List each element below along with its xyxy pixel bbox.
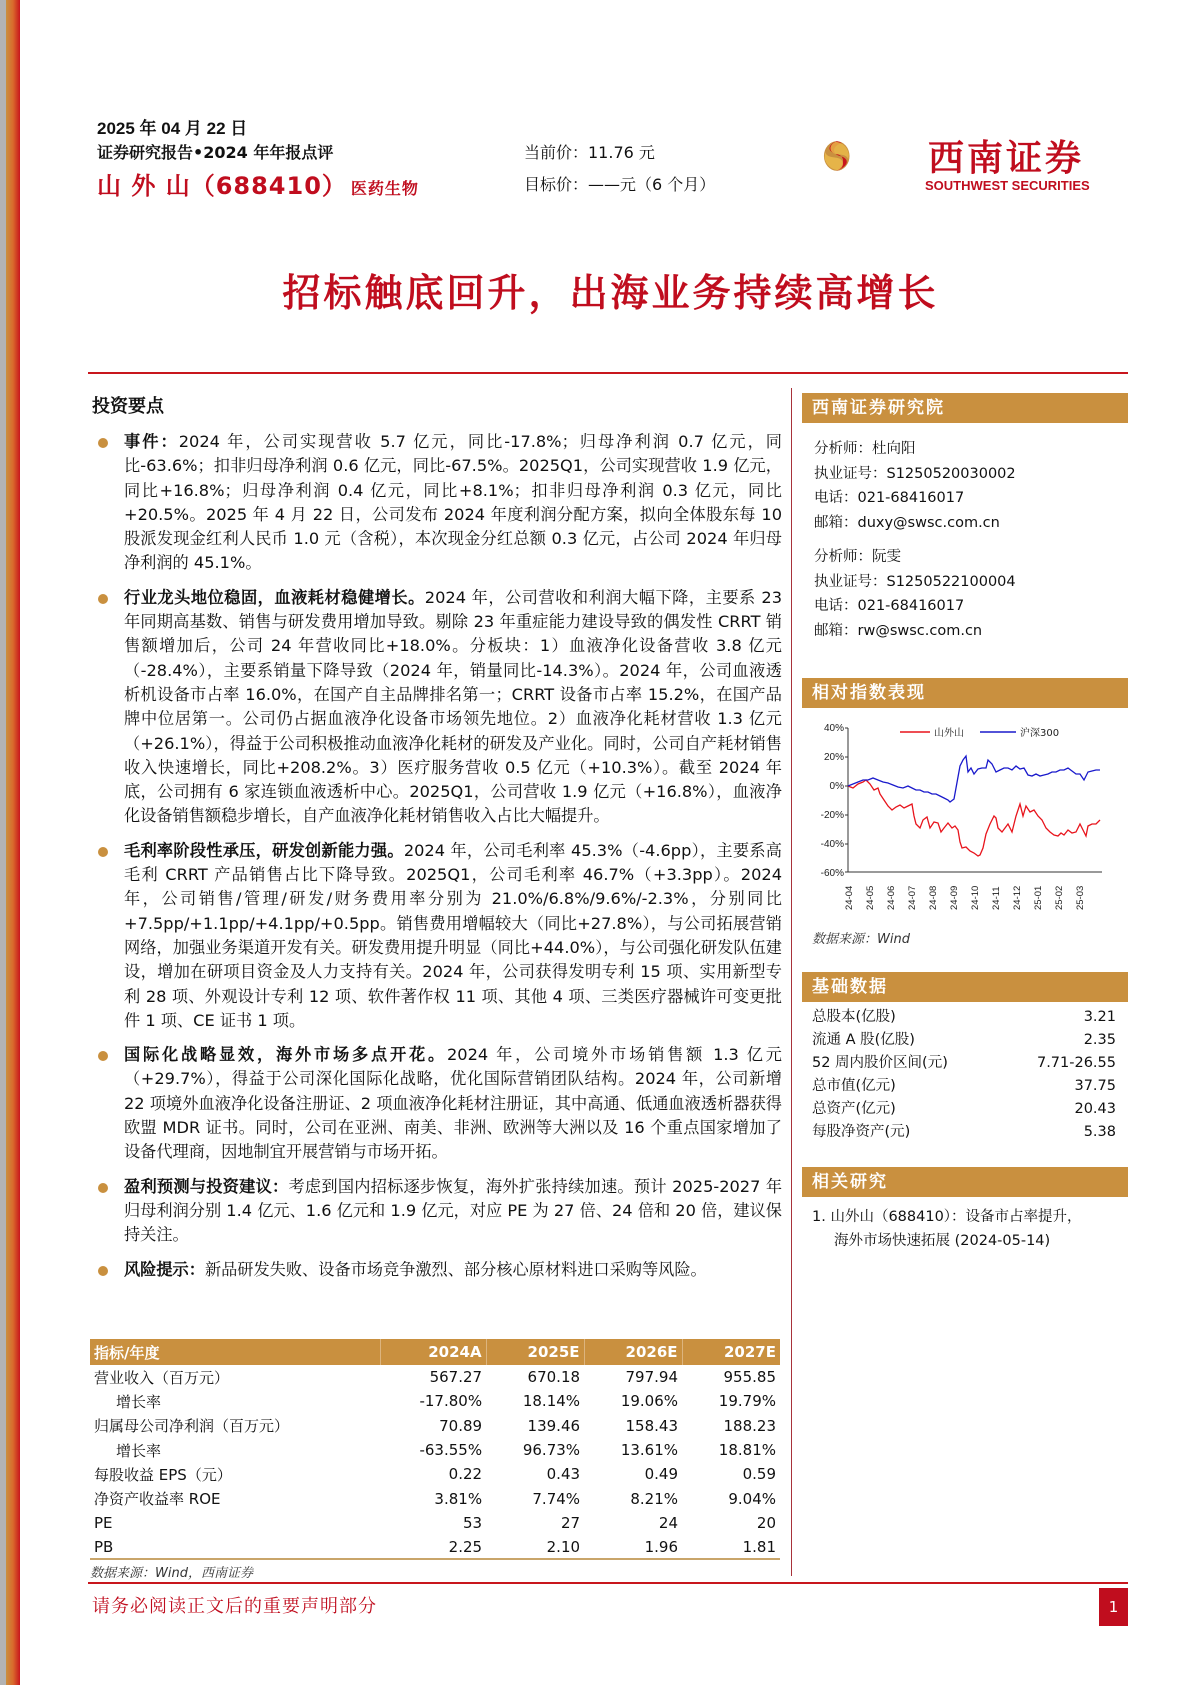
bullet-risk: 风险提示：新品研发失败、设备市场竞争激烈、部分核心原材料进口采购等风险。	[92, 1258, 782, 1282]
analyst-card	[802, 423, 1128, 535]
logo-text-en: SOUTHWEST SECURITIES	[925, 178, 1090, 193]
basic-data-row: 52 周内股价区间(元) 7.71-26.55	[812, 1055, 1116, 1071]
table-row: 增长率 -17.80% 18.14% 19.06% 19.79%	[116, 1392, 776, 1411]
sidebar-index-header	[802, 678, 1128, 708]
basic-data-list	[802, 1002, 1128, 1144]
table-row: 净资产收益率 ROE 3.81% 7.74% 8.21% 9.04%	[94, 1489, 776, 1509]
table-row: PE 53 27 24 20	[94, 1513, 776, 1532]
table-row: 每股收益 EPS（元） 0.22 0.43 0.49 0.59	[94, 1465, 776, 1484]
basic-data-row: 总股本(亿股) 3.21	[812, 1009, 1116, 1025]
analyst-email[interactable]: 邮箱：duxy@swsc.com.cn	[814, 514, 1000, 531]
x-tick: 24-04	[844, 885, 855, 910]
y-tick: 40%	[823, 723, 844, 734]
basic-data-row: 每股净资产(元) 5.38	[812, 1124, 1116, 1140]
current-price: 当前价：11.76 元	[524, 143, 655, 162]
bullet-event: 事件：2024 年，公司实现营收 5.7 亿元，同比-17.8%；归母净利润 0.7 亿元，同比-63.6%；扣非归母净利润 0.6 亿元，同比-67.5%。2025Q1，公司实现营收 1.9 亿元，同比+16.8%；归母净利润 0.4 亿元，同比+8.1%；扣非归母净利润 0.3 亿元，同比+20.5%。2025 年 4 月 22 日，公司发布 2024 年度利润分配方案，拟向全体股东每 10 股派发现金红利人民币 1.0 元（含税），本次现金分红总额 0.3 亿元，占公司 2024 年归母净利润的 45.1%。	[92, 430, 782, 576]
company-title	[97, 166, 419, 201]
table-header-row: 指标/年度 2024A 2025E 2026E 2027E	[90, 1339, 780, 1365]
x-tick: 24-08	[928, 885, 939, 910]
series-line-shanwaishan	[848, 780, 1100, 856]
page-number: 1	[1099, 1588, 1128, 1626]
bullet-forecast: 盈利预测与投资建议：考虑到国内招标逐步恢复，海外扩张持续加速。预计 2025-2027 年归母利润分别 1.4 亿元、1.6 亿元和 1.9 亿元，对应 PE 为 27 倍、24 倍和 20 倍，建议保持关注。	[92, 1175, 782, 1248]
section-title: 投资要点	[92, 396, 164, 417]
investment-highlights	[92, 392, 782, 1292]
x-tick: 24-12	[1012, 885, 1023, 910]
analyst-license: 执业证号：S1250522100004	[814, 573, 1016, 590]
bullet-dot-icon	[98, 847, 108, 857]
y-tick: -60%	[820, 868, 844, 879]
related-item[interactable]: 1. 山外山（688410）：设备市占率提升， 海外市场快速拓展 (2024-05-14)	[812, 1209, 1082, 1249]
bullet-internationalization: 国际化战略显效，海外市场多点开花。2024 年，公司境外市场销售额 1.3 亿元（+29.7%），得益于公司深化国际化战略，优化国际营销团队结构。2024 年，公司新增 22 项境外血液净化设备注册证、2 项血液净化耗材注册证，其中高通、低通血液透析器获得欧盟 MDR 证书。同时，公司在亚洲、南美、非洲、欧洲等大洲以及 16 个重点国家增加了设备代理商，因地制宜开展营销与市场开拓。	[92, 1043, 782, 1164]
institute-header: 西南证券研究院	[802, 393, 1128, 423]
sidebar-related-research	[802, 1167, 1128, 1253]
x-tick: 25-01	[1033, 885, 1044, 910]
report-date: 2025 年 04 月 22 日	[97, 119, 248, 138]
sector-label: 医药生物	[350, 179, 419, 198]
x-tick: 24-06	[886, 885, 897, 910]
bullet-dot-icon	[98, 1266, 108, 1276]
x-tick: 25-02	[1054, 885, 1065, 910]
target-price: 目标价：——元（6 个月）	[524, 175, 716, 194]
left-accent-bar	[0, 0, 20, 1685]
column-divider	[791, 388, 792, 1576]
report-headline: 招标触底回升，出海业务持续高增长	[282, 271, 939, 315]
legend-label: 山外山	[934, 728, 964, 739]
bullet-industry-leader: 行业龙头地位稳固，血液耗材稳健增长。2024 年，公司营收和利润大幅下降，主要系 23 年同期高基数、销售与研发费用增加导致。剔除 23 年重症能力建设导致的偶发性 CRRT 销售额增加后，公司 24 年营收同比+18.0%。分板块：1）血液净化设备营收 3.8 亿元（-28.4%），主要系销量下降导致（2024 年，销量同比-14.3%）。2024 年，公司血液透析机设备市占率 16.0%，在国产自主品牌排名第一；CRRT 设备市占率 15.2%，在国产品牌中位居第一。公司仍占据血液净化设备市场领先地位。2）血液净化耗材营收 1.3 亿元（+26.1%），得益于公司积极推动血液净化耗材的研发及产业化。同时，公司自产耗材销售收入快速增长，同比+208.2%。3）医疗服务营收 0.5 亿元（+10.3%）。截至 2024 年底，公司拥有 6 家连锁血液透析中心。2025Q1，公司营收 1.9 亿元（+16.8%），血液净化设备销售额稳步增长，自产血液净化耗材销售收入占比大幅提升。	[92, 586, 782, 829]
bullet-gross-margin: 毛利率阶段性承压，研发创新能力强。2024 年，公司毛利率 45.3%（-4.6pp），主要系高毛利 CRRT 产品销售占比下降导致。2025Q1，公司毛利率 46.7%（+3.3pp）。2024 年，公司销售/管理/研发/财务费用率分别为 21.0%/6.8%/9.6%/-2.3%，分别同比+7.5pp/+1.1pp/+4.1pp/+0.5pp。销售费用增幅较大（同比+27.8%），与公司拓展营销网络，加强业务渠道开发有关。研发费用提升明显（同比+44.0%），与公司强化研发队伍建设，增加在研项目资金及人力支持有关。2024 年，公司获得发明专利 15 项、实用新型专利 28 项、外观设计专利 12 项、软件著作权 11 项、其他 4 项、三类医疗器械许可变更批件 1 项、CE 证书 1 项。	[92, 839, 782, 1033]
y-tick: 20%	[823, 752, 844, 763]
top-divider	[88, 372, 1128, 374]
logo-text-cn: 西南证券	[928, 137, 1085, 179]
x-tick: 24-07	[907, 885, 918, 910]
analyst-name: 分析师：阮雯	[814, 549, 901, 565]
sidebar-basic-data	[802, 972, 1128, 1144]
series-line-hs300	[848, 756, 1100, 802]
basic-data-row: 总市值(亿元) 37.75	[812, 1078, 1116, 1094]
table-row: 归属母公司净利润（百万元） 70.89 139.46 158.43 188.23	[94, 1416, 776, 1436]
bullet-dot-icon	[98, 438, 108, 448]
x-tick: 25-03	[1075, 885, 1086, 910]
report-type: 证券研究报告•2024 年年报点评	[97, 143, 334, 162]
x-tick: 24-05	[865, 885, 876, 910]
basic-data-row: 流通 A 股(亿股) 2.35	[812, 1032, 1116, 1048]
analyst-name: 分析师：杜向阳	[814, 441, 916, 457]
basic-data-header: 基础数据	[802, 972, 1128, 1002]
table-row: 营业收入（百万元） 567.27 670.18 797.94 955.85	[94, 1368, 776, 1387]
x-tick: 24-10	[970, 885, 981, 910]
disclaimer-note: 请务必阅读正文后的重要声明部分	[92, 1596, 377, 1617]
y-tick: 0%	[829, 781, 844, 792]
bottom-divider	[88, 1582, 1128, 1584]
y-tick: -20%	[820, 810, 844, 821]
analyst-card	[802, 545, 1128, 643]
company-name: 山 外 山（688410）	[97, 172, 347, 200]
relative-index-chart	[808, 720, 1128, 920]
bullet-dot-icon	[98, 1051, 108, 1061]
analyst-phone: 电话：021-68416017	[814, 598, 965, 614]
table-source: 数据来源：Wind，西南证券	[90, 1566, 253, 1581]
legend-label: 沪深300	[1020, 728, 1060, 739]
analyst-phone: 电话：021-68416017	[814, 490, 965, 506]
x-tick: 24-11	[991, 886, 1002, 910]
y-tick: -40%	[820, 839, 844, 850]
x-tick: 24-09	[949, 885, 960, 910]
basic-data-row: 总资产(亿元) 20.43	[812, 1101, 1116, 1117]
forecast-table	[90, 1339, 780, 1560]
southwest-securities-logo-icon	[822, 108, 918, 204]
analyst-email[interactable]: 邮箱：rw@swsc.com.cn	[814, 622, 983, 639]
sidebar-analysts	[802, 393, 1128, 643]
bullet-dot-icon	[98, 594, 108, 604]
table-row: 增长率 -63.55% 96.73% 13.61% 18.81%	[116, 1441, 776, 1460]
bullet-dot-icon	[98, 1183, 108, 1193]
related-header: 相关研究	[802, 1167, 1128, 1197]
analyst-license: 执业证号：S1250520030002	[814, 465, 1016, 482]
table-row: PB 2.25 2.10 1.96 1.81	[90, 1535, 780, 1559]
chart-source: 数据来源：Wind	[812, 932, 910, 947]
index-header: 相对指数表现	[802, 678, 1128, 708]
